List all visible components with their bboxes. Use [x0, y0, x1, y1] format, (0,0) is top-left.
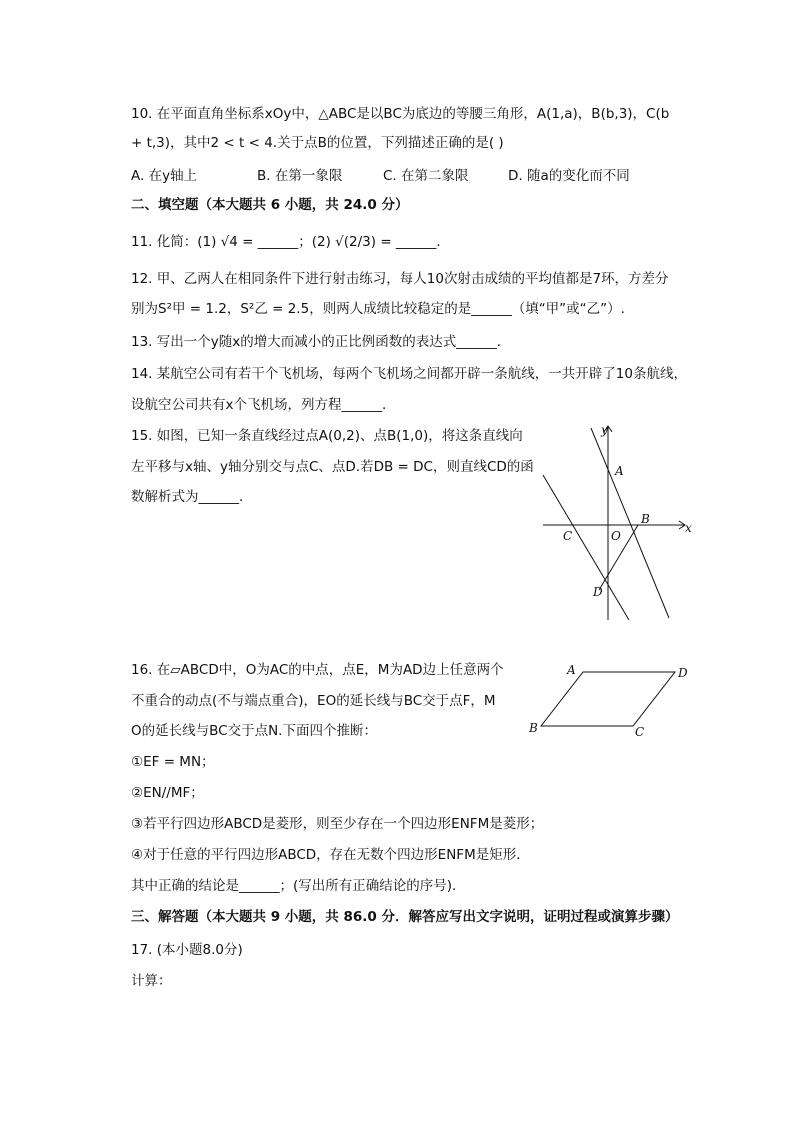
q10-option-c: C. 在第二象限	[383, 168, 469, 184]
q17-calculate: 计算：	[131, 973, 172, 989]
q16-line3: O的延长线与BC交于点N.下面四个推断：	[131, 723, 377, 739]
section-solution-heading: 三、解答题（本大题共 9 小题，共 86.0 分．解答应写出文字说明，证明过程或演算步骤）	[131, 909, 679, 925]
q14-line2: 设航空公司共有x个飞机场，列方程______．	[131, 397, 396, 413]
q15-line3: 数解析式为______．	[131, 489, 253, 505]
q10-option-d: D. 随a的变化而不同	[508, 168, 630, 184]
q16-parallelogram-figure	[525, 660, 700, 740]
q16-answer-line: 其中正确的结论是______；(写出所有正确结论的序号)．	[131, 878, 466, 894]
q10-option-a: A. 在y轴上	[131, 168, 198, 184]
q10-line1: 10. 在平面直角坐标系xOy中，△ABC是以BC为底边的等腰三角形，A(1,a)，B(b,3)，C(b	[131, 106, 670, 122]
q13-text: 13. 写出一个y随x的增大而减小的正比例函数的表达式______．	[131, 334, 511, 350]
q14-line1: 14. 某航空公司有若干个飞机场，每两个飞机场之间都开辟一条航线，一共开辟了10条航线，	[131, 366, 687, 382]
q15-line1: 15. 如图，已知一条直线经过点A(0,2)、点B(1,0)，将这条直线向	[131, 428, 523, 444]
q15-line2: 左平移与x轴、y轴分别交与点C、点D.若DB = DC，则直线CD的函	[131, 459, 534, 475]
q17-title: 17. (本小题8.0分)	[131, 942, 243, 958]
q16-label-b: B	[529, 721, 538, 735]
q10-option-b: B. 在第一象限	[257, 168, 343, 184]
q16-statement-4: ④对于任意的平行四边形ABCD，存在无数个四边形ENFM是矩形．	[131, 847, 530, 863]
q16-label-a: A	[567, 663, 576, 677]
q10-line2: + t,3)，其中2 < t < 4.关于点B的位置，下列描述正确的是( )	[131, 135, 504, 151]
q15-label-b: B	[641, 512, 650, 526]
q16-label-c: C	[635, 725, 645, 739]
section-fill-blank-heading: 二、填空题（本大题共 6 小题，共 24.0 分）	[131, 197, 409, 213]
q15-label-d: D	[593, 585, 603, 599]
q15-coordinate-figure	[535, 420, 695, 625]
q11-text: 11. 化简：(1) √4 = ______；(2) √(2/3) = ______．	[131, 234, 450, 250]
q15-label-y: y	[601, 423, 608, 437]
q16-statement-1: ①EF = MN；	[131, 754, 215, 770]
q16-statement-3: ③若平行四边形ABCD是菱形，则至少存在一个四边形ENFM是菱形；	[131, 816, 544, 832]
q15-label-o: O	[611, 529, 621, 543]
q12-line1: 12. 甲、乙两人在相同条件下进行射击练习，每人10次射击成绩的平均值都是7环，方差分	[131, 271, 669, 287]
q16-line2: 不重合的动点(不与端点重合)，EO的延长线与BC交于点F，M	[131, 693, 496, 709]
q16-line1: 16. 在▱ABCD中，O为AC的中点，点E，M为AD边上任意两个	[131, 662, 504, 678]
q15-label-c: C	[563, 529, 573, 543]
q12-line2: 别为S²甲 = 1.2，S²乙 = 2.5，则两人成绩比较稳定的是______（填“甲”或“乙”）.	[131, 301, 625, 317]
q16-label-d: D	[678, 666, 688, 680]
q15-label-a: A	[615, 464, 624, 478]
q16-statement-2: ②EN//MF；	[131, 785, 204, 801]
q15-label-x: x	[685, 521, 692, 535]
